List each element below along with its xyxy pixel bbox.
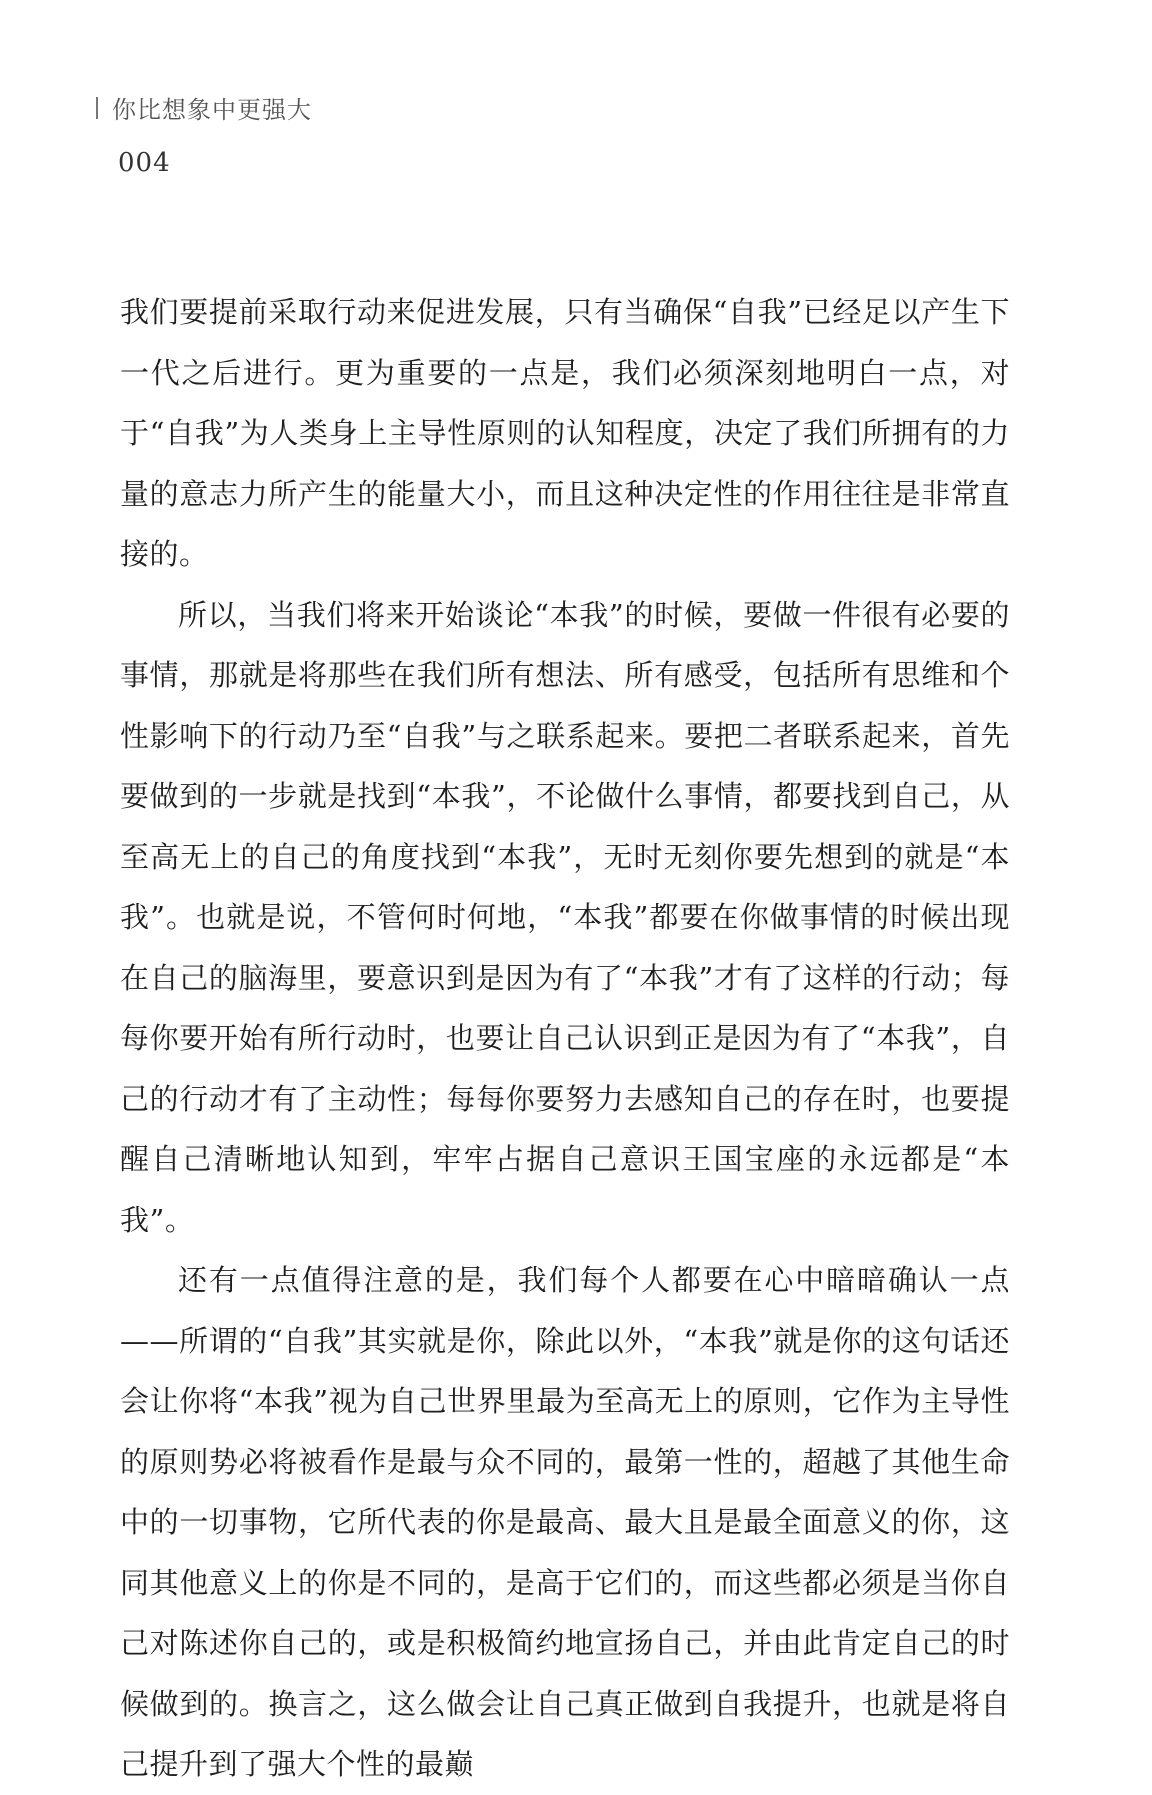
paragraph-3: 还有一点值得注意的是，我们每个人都要在心中暗暗确认一点——所谓的“自我”其实就是你，除此以外，“本我”就是你的这句话还会让你将“本我”视为自己世界里最为至高无上的原则，它作为主导性的原则势必将被看作是最与众不同的，最第一性的，超越了其他生命中的一切事物，它所代表的你是最高、最大且是最全面意义的你，这同其他意义上的你是不同的，是高于它们的，而这些都必须是当你自己对陈述你自己的，或是积极简约地宣扬自己，并由此肯定自己的时候做到的。换言之，这么做会让自己真正做到自我提升，也就是将自己提升到了强大个性的最巅 <box>120 1263 1010 1781</box>
running-head <box>96 90 312 125</box>
paragraph-2: 所以，当我们将来开始谈论“本我”的时候，要做一件很有必要的事情，那就是将那些在我们所有想法、所有感受，包括所有思维和个性影响下的行动乃至“自我”与之联系起来。要把二者联系起来，首先要做到的一步就是找到“本我”，不论做什么事情，都要找到自己，从至高无上的自己的角度找到“本我”，无时无刻你要先想到的就是“本我”。也就是说，不管何时何地，“本我”都要在你做事情的时候出现在自己的脑海里，要意识到是因为有了“本我”才有了这样的行动；每每你要开始有所行动时，也要让自己认识到正是因为有了“本我”，自己的行动才有了主动性；每每你要努力去感知自己的存在时，也要提醒自己清晰地认知到，牢牢占据自己意识王国宝座的永远都是“本我”。 <box>120 597 1010 1237</box>
book-title: 你比想象中更强大 <box>112 96 312 124</box>
header-divider <box>96 97 98 119</box>
paragraph-1: 我们要提前采取行动来促进发展，只有当确保“自我”已经足以产生下一代之后进行。更为重要的一点是，我们必须深刻地明白一点，对于“自我”为人类身上主导性原则的认知程度，决定了我们所拥有的力量的意志力所产生的能量大小，而且这种决定性的作用往往是非常直接的。 <box>120 295 1010 571</box>
body-text <box>120 282 1010 1795</box>
page-number: 004 <box>118 148 171 178</box>
